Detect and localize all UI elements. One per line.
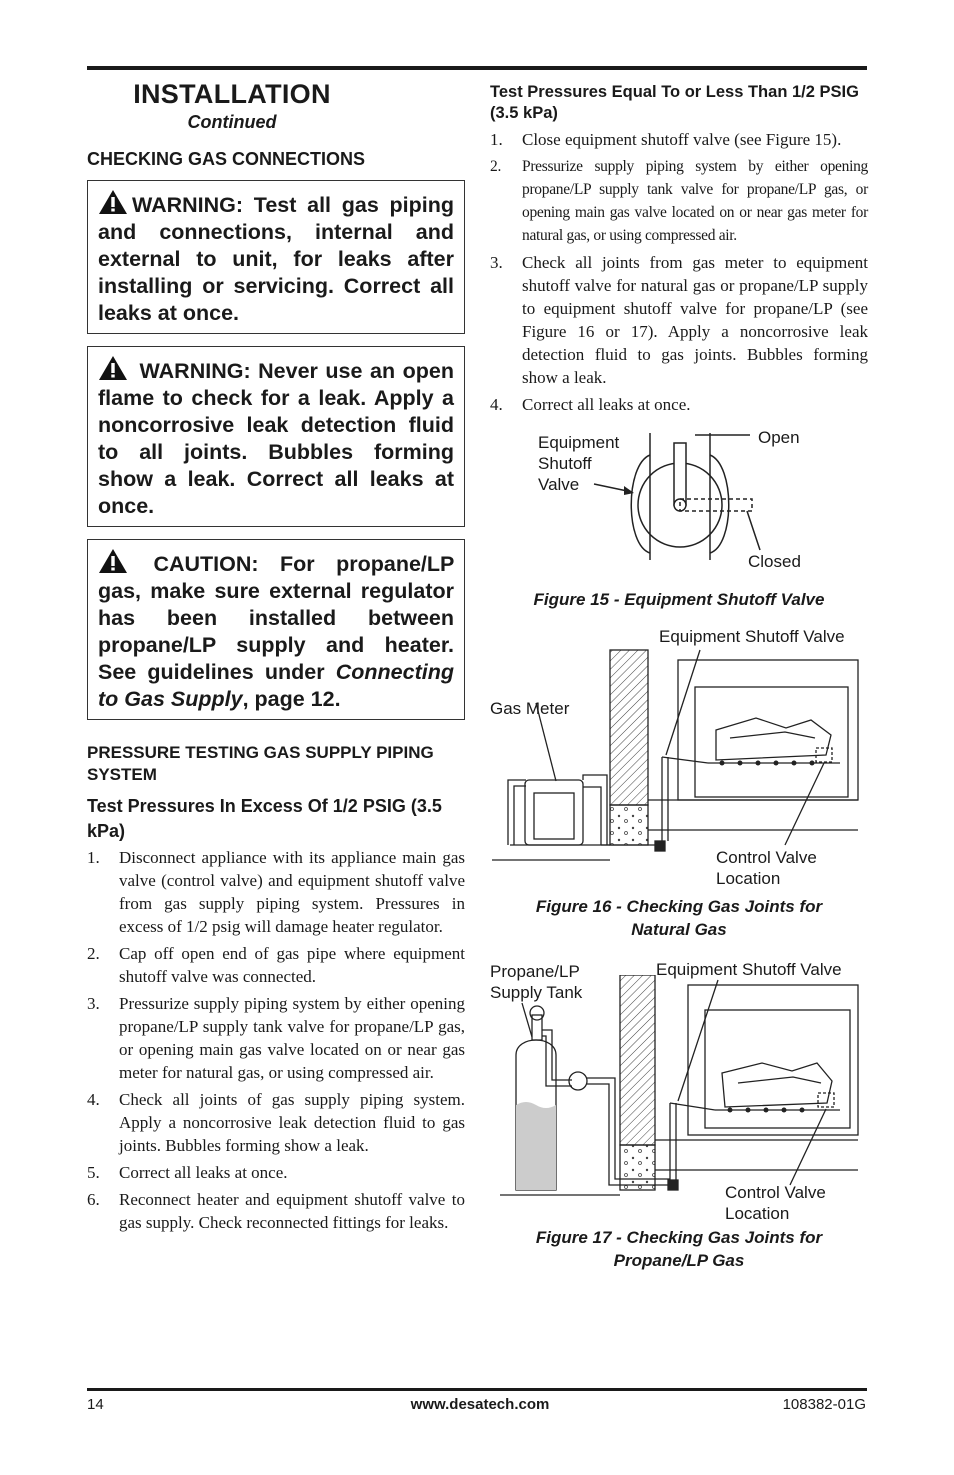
fig15-label-open: Open bbox=[758, 428, 800, 447]
warning-triangle-icon bbox=[98, 548, 128, 574]
list-item: 4. Check all joints of gas supply piping system. Apply a noncorrosive leak detection fluid to gas joints. Bubbles forming show a leak. bbox=[87, 1090, 465, 1155]
footer-url[interactable]: www.desatech.com bbox=[410, 1396, 550, 1413]
equal-subheading: Test Pressures Equal To or Less Than 1/2 PSIG (3.5 kPa) bbox=[490, 83, 859, 122]
right-column bbox=[490, 82, 868, 420]
fig15-caption: Figure 15 - Equipment Shutoff Valve bbox=[533, 590, 825, 609]
list-item: 1. Close equipment shutoff valve (see Figure 15). bbox=[490, 130, 842, 149]
steps-equal-list bbox=[490, 128, 868, 416]
list-item: 2. Pressurize supply piping system by either opening propane/LP supply tank valve for propane/LP gas, or opening main gas valve located on or near gas meter for natural gas, or using compressed air. bbox=[490, 158, 868, 244]
fig15-label-valve: Equipment Shutoff Valve bbox=[538, 433, 620, 494]
list-item: 2. Cap off open end of gas pipe where equipment shutoff valve was connected. bbox=[87, 944, 465, 986]
warning-triangle-icon bbox=[98, 355, 128, 381]
section-subtitle: Continued bbox=[187, 112, 277, 132]
warning2-lead: WARNING: Never use an bbox=[139, 359, 396, 383]
warning-box-2 bbox=[87, 346, 465, 527]
fig17-label-shutoff: Equipment Shutoff Valve bbox=[656, 960, 842, 979]
list-item: 5. Correct all leaks at once. bbox=[87, 1163, 288, 1182]
bottom-rule bbox=[87, 1388, 867, 1391]
warning1-body: and connections, internal and external to unit, for leaks after installing or servicing. Correct all leaks at once. bbox=[98, 220, 454, 325]
caution-body: gas, make sure external regulator has been installed between propane/LP supply and heater. See guidelines under bbox=[98, 579, 454, 684]
section-title: INSTALLATION bbox=[133, 79, 331, 109]
fig17-label-tank: Propane/LP Supply Tank bbox=[490, 962, 583, 1002]
list-item: 6. Reconnect heater and equipment shutoff valve to gas supply. Check reconnected fittings for leaks. bbox=[87, 1190, 465, 1232]
fig17-label-control: Control Valve Location bbox=[725, 1183, 826, 1223]
fig16-label-shutoff: Equipment Shutoff Valve bbox=[659, 627, 845, 646]
steps-excess-list bbox=[87, 846, 465, 1234]
figure-17-propane-drawing bbox=[490, 975, 870, 1205]
list-item: 4. Correct all leaks at once. bbox=[490, 395, 691, 414]
warning-triangle-icon bbox=[98, 189, 128, 215]
list-item: 3. Check all joints from gas meter to equipment shutoff valve for natural gas or propane/LP supply to equipment shutoff valve for propane/LP (see Figure 16 or 17). Apply a noncorrosive leak detection fluid to gas joints. Bubbles forming show a leak. bbox=[490, 253, 868, 387]
page-number: 14 bbox=[87, 1396, 104, 1413]
list-item: 1. Disconnect appliance with its appliance main gas valve (control valve) and equipment shutoff valve from gas supply piping system. Pressures in excess of 1/2 psig will damage heater regulator. bbox=[87, 848, 465, 936]
caution-lead: CAUTION: For propane/LP bbox=[153, 552, 454, 576]
fig16-label-meter: Gas Meter bbox=[490, 699, 570, 718]
fig16-caption: Figure 16 - Checking Gas Joints for Natural Gas bbox=[535, 897, 823, 939]
caution-reference: Connecting to Gas Supply bbox=[98, 660, 454, 711]
caution-tail: , page 12. bbox=[242, 687, 341, 711]
pressure-heading: PRESSURE TESTING GAS SUPPLY PIPING SYSTEM bbox=[87, 743, 434, 784]
warning-box-1 bbox=[87, 180, 465, 334]
excess-subheading: Test Pressures In Excess Of 1/2 PSIG (3.5 kPa) bbox=[87, 796, 442, 841]
fig15-label-closed: Closed bbox=[748, 552, 801, 571]
figure-15-valve-drawing bbox=[600, 425, 770, 575]
warning1-lead: WARNING: Test all gas piping bbox=[132, 193, 454, 217]
fig16-label-control: Control Valve Location bbox=[716, 848, 817, 888]
checking-heading: CHECKING GAS CONNECTIONS bbox=[87, 149, 366, 169]
doc-number: 108382-01G bbox=[782, 1396, 866, 1413]
left-column bbox=[87, 78, 465, 1238]
figure-16-natural-gas-drawing bbox=[490, 645, 870, 865]
caution-box bbox=[87, 539, 465, 720]
top-rule bbox=[87, 66, 867, 70]
warning2-body: open flame to check for a leak. Apply a noncorrosive leak detection fluid to all joints. Bubbles forming show a leak. Correct all leaks at once. bbox=[98, 359, 454, 518]
arrow-icon bbox=[592, 478, 636, 496]
list-item: 3. Pressurize supply piping system by either opening propane/LP supply tank valve for propane/LP gas, or opening main gas valve located on or near gas meter for natural gas, or using compressed air. bbox=[87, 994, 465, 1082]
fig17-caption: Figure 17 - Checking Gas Joints for Propane/LP Gas bbox=[535, 1228, 823, 1270]
